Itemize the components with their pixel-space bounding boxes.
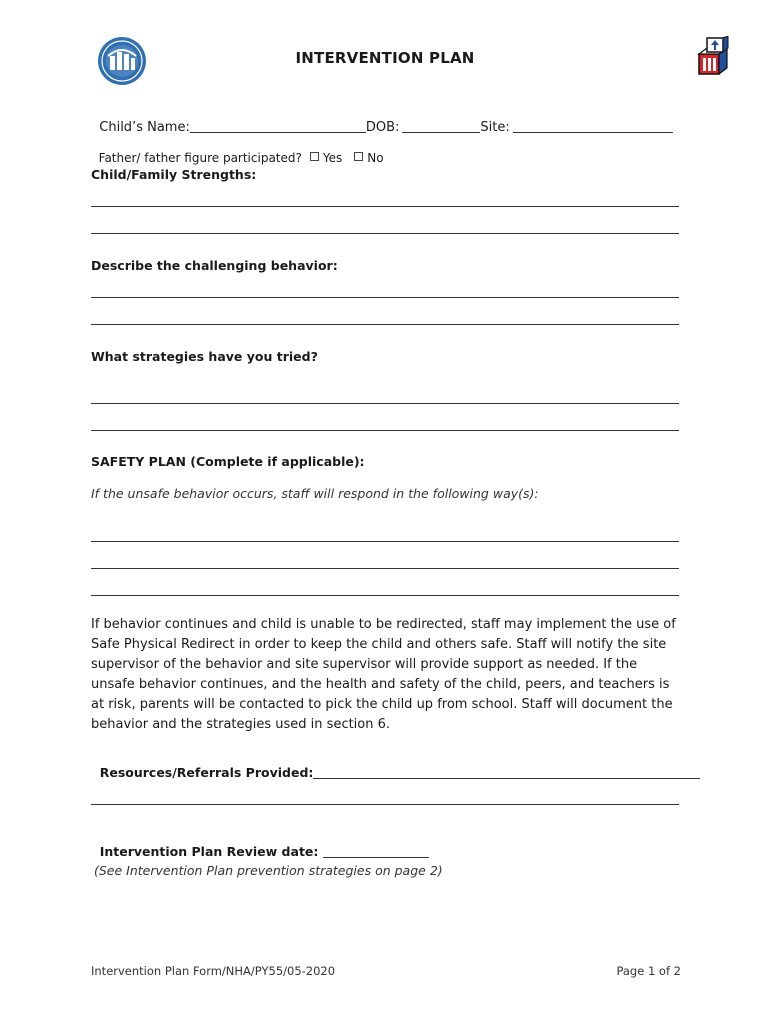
yes-checkbox[interactable] <box>310 152 319 161</box>
see-page-2-note: (See Intervention Plan prevention strategies on page 2) <box>94 863 443 878</box>
review-date-label: Intervention Plan Review date: <box>99 844 319 859</box>
page-title: INTERVENTION PLAN <box>295 49 475 67</box>
behavior-line-1[interactable] <box>91 297 679 298</box>
strategies-line-1[interactable] <box>91 403 679 404</box>
site-label: Site: <box>480 120 510 135</box>
safety-line-2[interactable] <box>91 568 679 569</box>
safety-line-3[interactable] <box>91 595 679 596</box>
yes-label: Yes <box>322 151 343 165</box>
page-number: Page 1 of 2 <box>616 964 681 978</box>
review-date-field[interactable] <box>323 845 429 858</box>
resources-label: Resources/Referrals Provided: <box>99 765 314 780</box>
review-date-row <box>91 829 429 859</box>
child-name-field[interactable] <box>190 120 366 133</box>
safety-plan-heading: SAFETY PLAN (Complete if applicable): <box>91 454 365 469</box>
father-question: Father/ father figure participated? <box>98 151 302 165</box>
child-name-label: Child’s Name: <box>99 120 190 135</box>
strengths-line-1[interactable] <box>91 206 679 207</box>
strengths-line-2[interactable] <box>91 233 679 234</box>
resources-row <box>91 750 700 780</box>
strategies-line-2[interactable] <box>91 430 679 431</box>
dob-field[interactable] <box>402 120 480 133</box>
strategies-heading: What strategies have you tried? <box>91 349 318 364</box>
safety-paragraph: If behavior continues and child is unable to be redirected, staff may implement the use of Safe Physical Redirect in order to keep the child and others safe. Staff will notify the site supervisor of the behavior and site supervisor will provide support as needed. If the unsafe behavior continues, and the health and safety of the child, peers, and teachers is at risk, parents will be contacted to pick the child up from school. Staff will document the behavior and the strategies used in section 6. <box>91 617 676 732</box>
behavior-heading: Describe the challenging behavior: <box>91 258 338 273</box>
site-field[interactable] <box>513 120 673 133</box>
child-info-row <box>91 105 673 135</box>
form-id: Intervention Plan Form/NHA/PY55/05-2020 <box>91 964 336 978</box>
resources-line-2[interactable] <box>91 804 679 805</box>
behavior-line-2[interactable] <box>91 324 679 325</box>
no-label: No <box>367 151 384 165</box>
dob-label: DOB: <box>365 120 400 135</box>
no-checkbox[interactable] <box>354 152 363 161</box>
strengths-heading: Child/Family Strengths: <box>91 167 257 182</box>
safety-line-1[interactable] <box>91 541 679 542</box>
resources-field[interactable] <box>313 766 700 779</box>
safety-instruction: If the unsafe behavior occurs, staff will respond in the following way(s): <box>91 486 539 501</box>
father-participated-row <box>91 137 384 165</box>
